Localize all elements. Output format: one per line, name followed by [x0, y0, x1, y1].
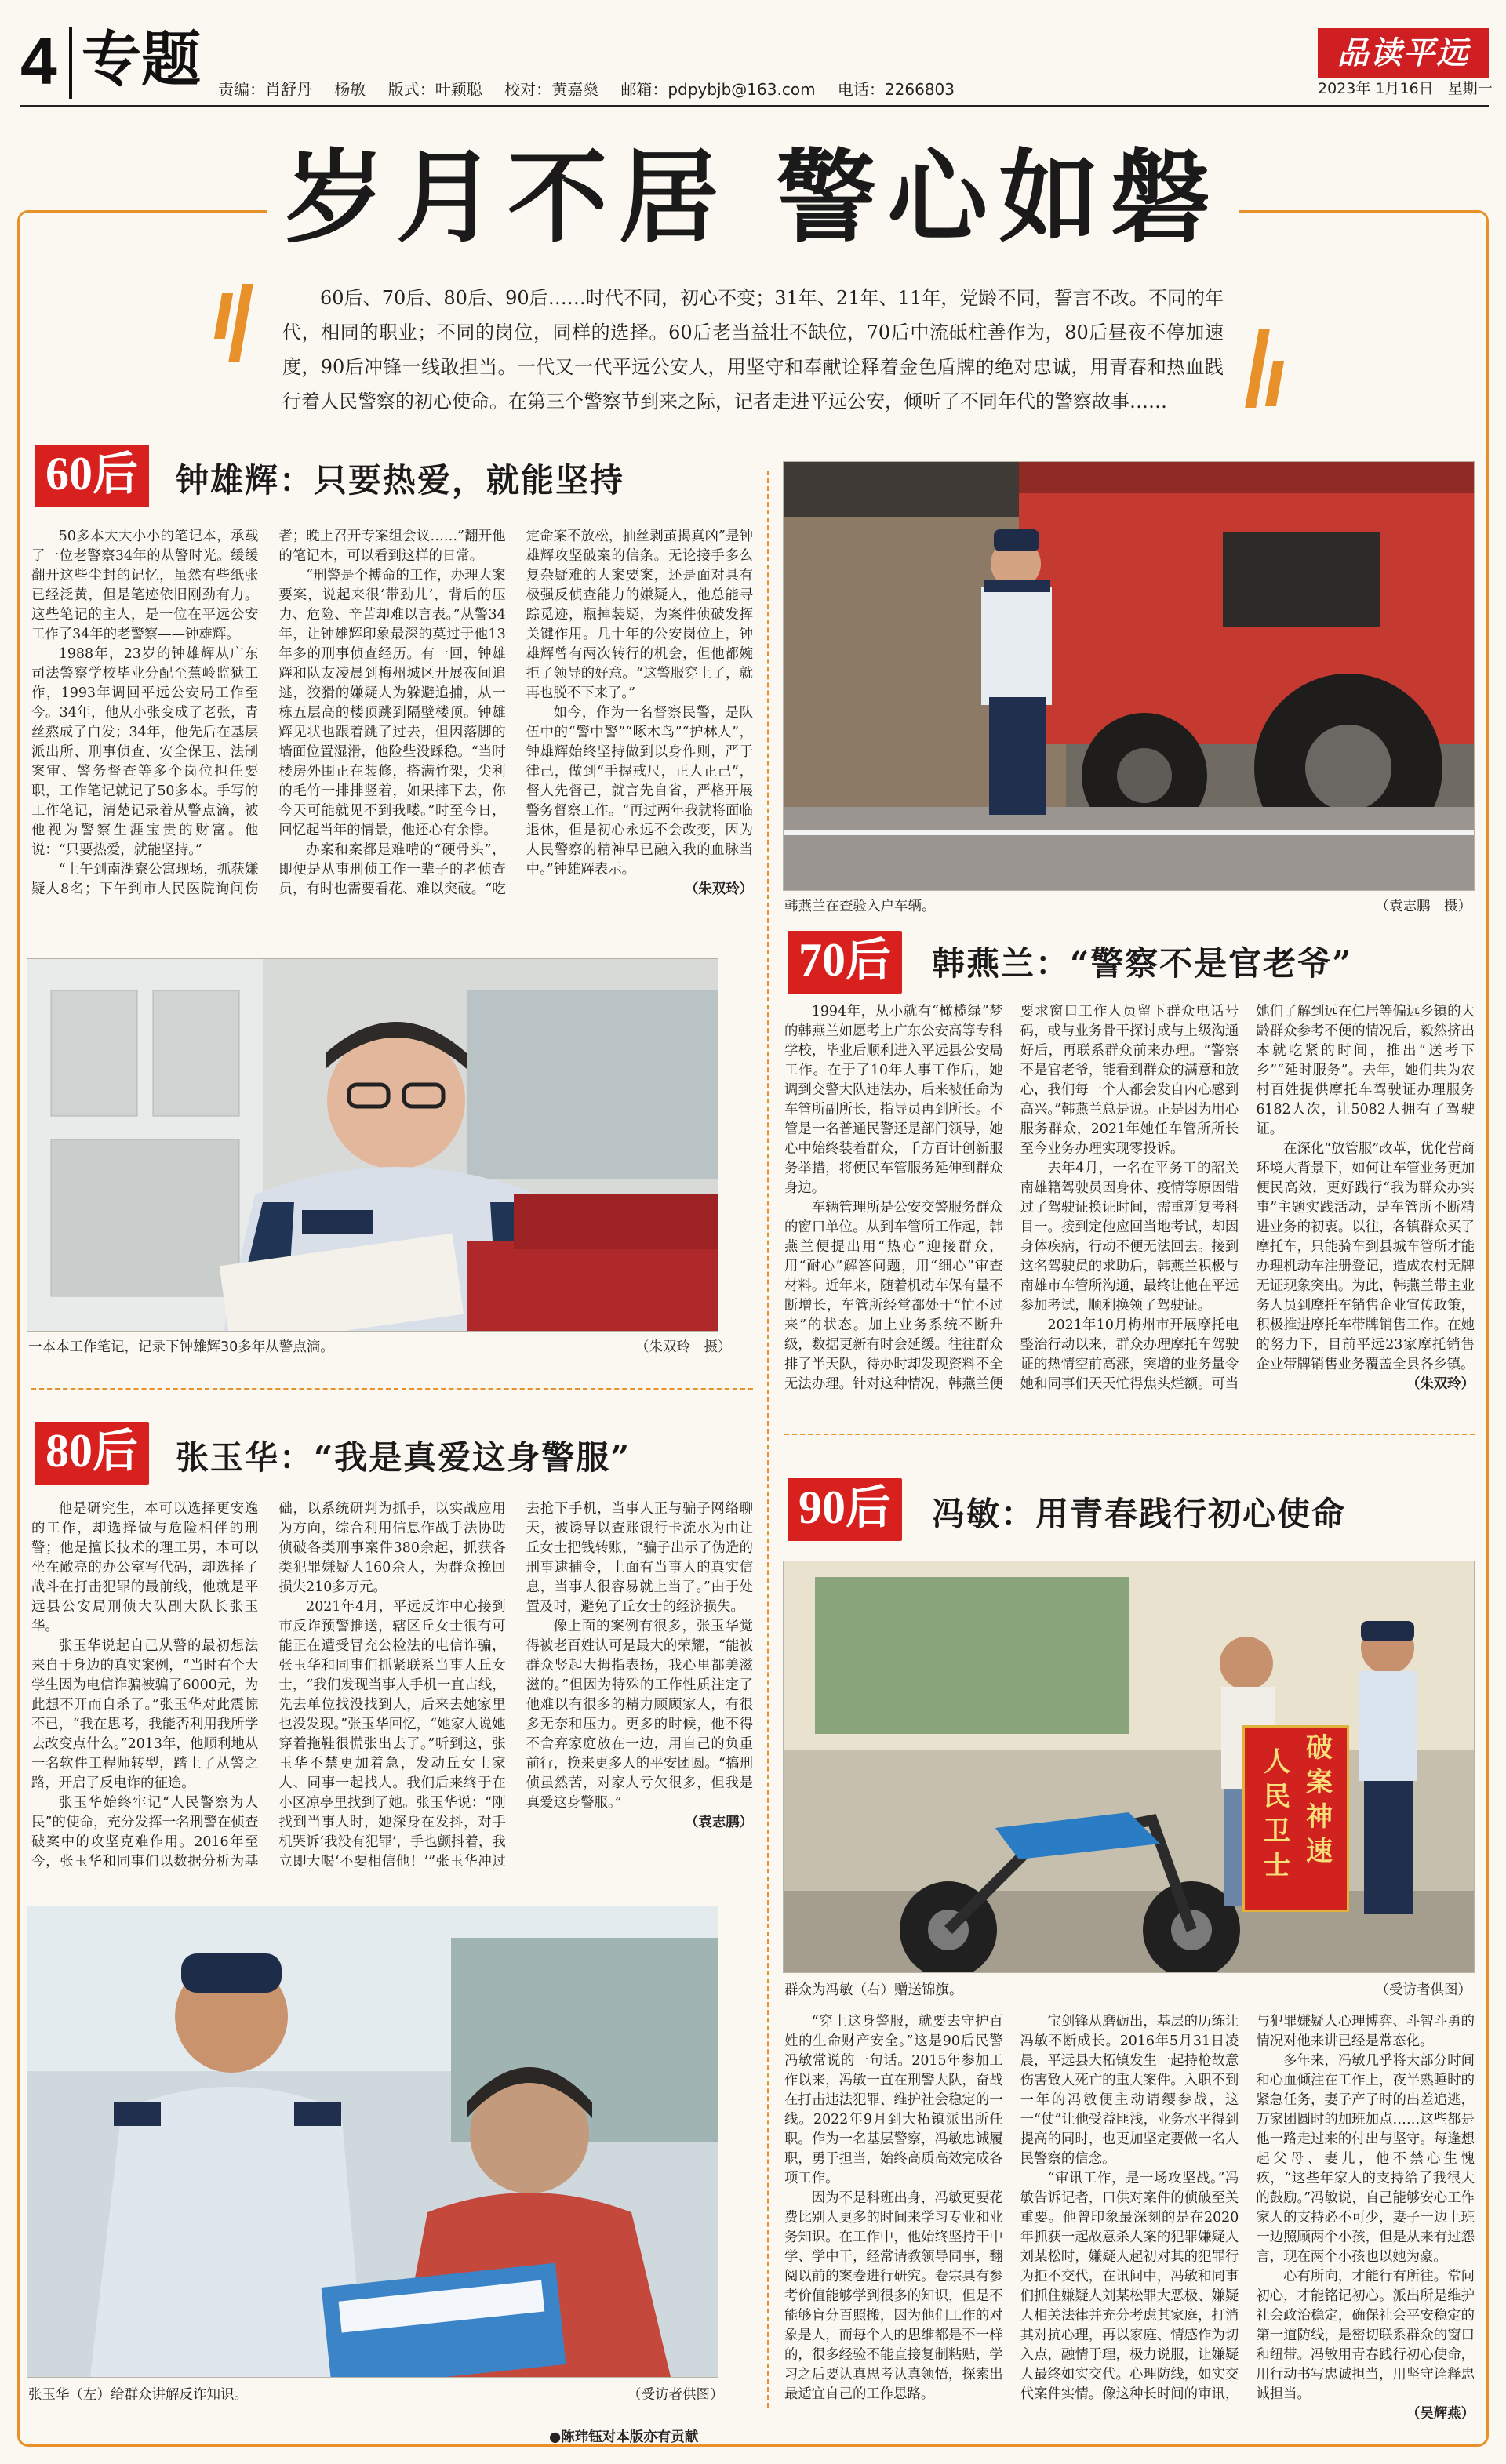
tag-number: 90: [798, 1481, 846, 1533]
tag-suffix: 后: [93, 1424, 139, 1477]
paragraph: “审讯工作，是一场攻坚战。”冯敏告诉记者，口供对案件的侦破至关重要。他曾印象最深刻的是在2020年抓获一起故意杀人案的犯罪嫌疑人刘某松时，嫌疑人起初对其的犯罪行为拒不交代，在讯问中，冯敏和同事们抓住嫌疑人刘某松罪大恶极、嫌疑人相关法律并充分考虑其家庭，打消其对抗心理，再以家庭、情感作为切入点，融情于理，极力说服，让嫌疑人最终如实交代。心理防线，如实交代案件实情。像这种长时间的审讯，与犯罪嫌疑人心理博弈、斗智斗勇的情况对他来讲已经是常态化。: [1020, 2014, 1475, 2402]
banner-char: 士: [1264, 1850, 1290, 1881]
tag-number: 70: [798, 934, 846, 986]
paragraph: 张玉华始终牢记“人民警察为人民”的使命，充分发挥一名刑警在侦查破案中的攻坚克难作用。2016年至今，张玉华和同事们以数据分析为基础，以系统研判为抓手，以实战应用为方向，综合利用信息作战手法协助侦破各类刑事案件380余起，抓获各类犯罪嫌疑人160余人，为群众挽回损失210多万元。: [31, 1501, 506, 1870]
paragraph: 1994年，从小就有“橄榄绿”梦的韩燕兰如愿考上广东公安高等专科学校，毕业后顺利进入平远县公安局工作。在于了10年人事工作后，她调到交警大队违法办，后来被任命为车管所副所长，指导员再到所长。不管是一名普通民警还是部门领导，她心中始终装着群众，千方百计创新服务举措，将便民车管服务延伸到群众身边。: [784, 1004, 1003, 1196]
paragraph: “穿上这身警服，就要去守护百姓的生命财产安全。”这是90后民警冯敏常说的一句话。2015年参加工作以来，冯敏一直在刑警大队，奋战在打击违法犯罪、维护社会稳定的一线。2022年9月到大柘镇派出所任职。作为一名基层警察，冯敏忠诚履职，勇于担当，始终高质高效完成各项工作。: [784, 2014, 1003, 2186]
photo-anti-fraud: [27, 1906, 718, 2378]
date: 2023年 1月16日: [1318, 80, 1434, 97]
footer-note: ●陈玮钰对本版亦有贡献: [549, 2429, 699, 2445]
credits-line: [218, 82, 972, 97]
banner-char: 案: [1306, 1767, 1333, 1798]
section-60-body: [31, 527, 753, 929]
paragraph: 办案和案都是难啃的“硬骨头”，即便是从事刑侦工作一辈子的老侦查员，有时也需要看花、难以突破。“吃定命案不放松，抽丝剥茧揭真凶”是钟雄辉攻坚破案的信条。无论接手多么复杂疑难的大案要案，还是面对具有极强反侦查能力的嫌疑人，他总能寻踪觅迹，瓶掉装疑，为案件侦破发挥关键作用。几十年的公安岗位上，钟雄辉曾有两次转行的机会，但他都婉拒了领导的好意。“这警服穿上了，就再也脱不下来了。”: [278, 529, 753, 897]
photo-caption: 韩燕兰在查验入户车辆。: [784, 899, 936, 914]
banner-char: 神: [1306, 1801, 1333, 1833]
main-title: 岁月不居 警心如磐: [284, 139, 1222, 256]
email: 邮箱：pdpybjb@163.com: [620, 80, 816, 99]
header-rule: [20, 105, 1489, 107]
paragraph: 50多本大大小小的笔记本，承载了一位老警察34年的从警时光。缓缓翻开这些尘封的记忆，虽然有些纸张已经泛黄，但是笔迹依旧刚劲有力。这些笔记的主人，是一位在平远公安工作了34年的老警察——钟雄辉。: [31, 529, 259, 642]
banner-char: 卫: [1264, 1815, 1290, 1847]
tag-suffix: 后: [846, 1481, 892, 1534]
banner-char: 速: [1306, 1836, 1333, 1867]
banner-col-right: [1300, 1731, 1339, 1869]
layout-credit: 版式：叶颖聪: [387, 80, 482, 99]
tag-number: 60: [45, 448, 93, 500]
section-70-body: [784, 1002, 1475, 1421]
tag-suffix: 后: [846, 933, 892, 987]
section-divider: [784, 1434, 1475, 1435]
photo-notebook: [27, 958, 718, 1332]
section-tag: [35, 445, 149, 507]
paragraph: 车辆管理所是公安交警服务群众的窗口单位。从到车管所工作起，韩燕兰便提出用“热心”迎接群众，用“耐心”解答问题，用“细心”审查材料。近年来，随着机动车保有量不断增长，车管所经常都处于“忙不过来”的状态。加上业务系统不断升级，数据更新有时会延缓。往往群众排了半天队，待办时却发现资料不全无法办理。针对这种情况，韩燕兰便要求窗口工作人员留下群众电话号码，或与业务骨干探讨成与上级沟通好后，再联系群众前来办理。“警察不是官老爷，能看到群众的满意和放心，我们每一个人都会发自内心感到高兴。”韩燕兰总是说。正是因为用心服务群众，2021年她任车管所所长至今业务办理实现零投诉。: [784, 1004, 1239, 1392]
section-60-header: [35, 447, 149, 500]
photo-credit: （朱双玲 摄）: [635, 1339, 732, 1355]
photo-caption: 一本本工作笔记，记录下钟雄辉30多年从警点滴。: [28, 1339, 334, 1355]
paragraph: 他是研究生，本可以选择更安逸的工作，却选择做与危险相伴的刑警；他是擅长技术的理工男，本可以坐在敞亮的办公室写代码，却选择了战斗在打击犯罪的最前线，他就是平远县公安局刑侦大队副大队长张玉华。: [31, 1501, 259, 1634]
weekday: 星期一: [1447, 80, 1493, 97]
column-divider: [767, 471, 769, 2408]
paragraph: 在深化“放管服”改革，优化营商环境大背景下，如何让车管业务更加便民高效，更好践行“我为群众办实事”主题实践活动，是车管所不断精进业务的初衷。以往，各镇群众买了摩托车，只能骑车到县城车管所才能办理机动车注册登记，造成农村无牌无证现象突出。为此，韩燕兰带主业务人员到摩托车销售企业宣传政策，积极推进摩托车带牌销售工作。在她的努力下，目前平远23家摩托销售企业带牌销售业务覆盖全县各乡镇。: [1256, 1141, 1475, 1372]
paragraph: 多年来，冯敏几乎将大部分时间和心血倾注在工作上，夜半熟睡时的紧急任务，妻子产子时的出差追逃，万家团圆时的加班加点……这些都是他一路走过来的付出与坚守。每逢想起父母、妻儿，他不禁心生愧疚，“这些年家人的支持给了我很大的鼓励。”冯敏说，自己能够安心工作家人的支持必不可少，妻子一边上班一边照顾两个小孩，但是从来有过怨言，现在两个小孩也以她为豪。: [1256, 2053, 1475, 2265]
section-70-header: [788, 933, 902, 987]
photo-credit: （受访者供图）: [628, 2387, 724, 2403]
banner-char: 破: [1306, 1732, 1333, 1764]
honor-banner: [1242, 1725, 1349, 1912]
section-divider: [31, 1388, 753, 1390]
paragraph: 如今，作为一名督察民警，是队伍中的“警中警”“啄木鸟”“护林人”，钟雄辉始终坚持做到以身作则，严于律己，做到“手握戒尺，正人正己”，督人先督己，就言先自省，严格开展警务督察工作。“再过两年我就将面临退休，但是初心永远不会改变，因为人民警察的精神早已融入我的血脉当中。”钟雄辉表示。: [526, 705, 753, 878]
section-80-title: 张玉华：“我是真爱这身警服”: [176, 1438, 631, 1477]
tag-number: 80: [45, 1425, 93, 1477]
section-70-title: 韩燕兰：“警察不是官老爷”: [932, 944, 1353, 983]
banner-char: 人: [1264, 1746, 1290, 1778]
page-number: 4: [20, 24, 57, 98]
paragraph: 因为不是科班出身，冯敏更要花费比别人更多的时间来学习专业和业务知识。在工作中，他始终坚持干中学、学中干，经常请教领导同事，翻阅以前的案卷进行研究。卷宗具有参考价值能够学到很多的知识，但是不能够盲分百照搬，因为他们工作的对象是人，而每个人的思维都是不一样的，很多经验不能直接复制粘贴，学习之后要认真思考认真领悟，探索出最适宜自己的工作思路。: [784, 2190, 1003, 2402]
proof-credit: 校对：黄嘉燊: [504, 80, 599, 99]
byline: （朱双玲）: [685, 881, 753, 897]
paragraph: 2021年4月，平远反诈中心接到市反诈预警推送，辖区丘女士很有可能正在遭受冒充公检法的电信诈骗，张玉华和同事们抓紧联系当事人丘女士，“我们发现当事人手机一直占线，先去单位找没找到人，后来去她家里也没发现。”张玉华回忆，“她家人说她穿着拖鞋很慌张出去了。”听到这，张玉华不禁更加着急，发动丘女士家人、同事一起找人。我们后来终于在小区凉亭里找到了她。张玉华说：“刚找到当事人时，她深身在发抖，对手机哭诉‘我没有犯罪’，手也颤抖着，我立即大喝‘不要相信他！’”张玉华冲过去抢下手机，当事人正与骗子网络聊天，被诱导以查账银行卡流水为由让丘女士把钱转账，“骗子出示了伪造的刑事逮捕令，上面有当事人的真实信息，当事人很容易就上当了。”由于处置及时，避免了丘女士的经济损失。: [278, 1501, 753, 1870]
paragraph: 宝剑锋从磨砺出，基层的历练让冯敏不断成长。2016年5月31日凌晨，平远县大柘镇发生一起持枪故意伤害致人死亡的重大案件。入职不到一年的冯敏便主动请缨参战，这一“仗”让他受益匪浅，业务水平得到提高的同时，也更加坚定要做一名人民警察的信念。: [1020, 2014, 1239, 2167]
section-80-header: [35, 1424, 149, 1477]
photo-credit: （袁志鹏 摄）: [1375, 899, 1471, 914]
section-90-header: [788, 1481, 902, 1534]
editor2: 杨敏: [334, 80, 366, 99]
byline: （袁志鹏）: [685, 1815, 753, 1830]
banner-char: 民: [1264, 1781, 1290, 1812]
paragraph: 2021年10月梅州市开展摩托电整治行动以来，群众办理摩托车驾驶证的热情空前高涨，突增的业务量令她和同事们天天忙得焦头烂额。可当她们了解到远在仁居等偏远乡镇的大龄群众参考不便的情况后，毅然挤出本就吃紧的时间，推出“送考下乡”“延时服务”。去年，她们共为农村百姓提供摩托车驾驶证办理服务6182人次，让5082人拥有了驾驶证。: [1020, 1004, 1475, 1392]
paragraph: “上午到南湖寮公寓现场，抓获嫌疑人8名；下午到市人民医院询问伤者；晚上召开专案组会议……”翻开他的笔记本，可以看到这样的日常。: [31, 529, 506, 897]
tag-suffix: 后: [93, 447, 139, 500]
section-60-title: 钟雄辉：只要热爱，就能坚持: [176, 461, 625, 500]
editor: 责编：肖舒丹: [218, 80, 312, 99]
section-name: 专题: [82, 24, 201, 94]
section-tag: [788, 1478, 902, 1541]
paragraph: 心有所向，才能行有所往。常问初心，才能铭记初心。派出所是维护社会政治稳定，确保社会平安稳定的第一道防线，是密切联系群众的窗口和纽带。冯敏用青春践行初心使命，用行动书写忠诚担当，用坚守诠释忠诚担当。: [1256, 2269, 1475, 2402]
paragraph: 张玉华说起自己从警的最初想法来自于身边的真实案例，“当时有个大学生因为电信诈骗被骗了6000元，为此想不开而自杀了。”张玉华对此震惊不已，“我在思考，我能否利用我所学去改变点什么。”2013年，他顺利地从一名软件工程师转型，踏上了从警之路，开启了反电诈的征途。: [31, 1638, 259, 1791]
photo-truck: [783, 461, 1475, 891]
newspaper-logo: 品读平远: [1318, 28, 1489, 78]
section-90-title: 冯敏：用青春践行初心使命: [932, 1495, 1347, 1533]
byline: （吴辉燕）: [1406, 2406, 1475, 2422]
photo-caption: 张玉华（左）给群众讲解反诈知识。: [28, 2387, 248, 2403]
date-line: [1318, 82, 1493, 96]
byline: （朱双玲）: [1406, 1376, 1475, 1392]
phone: 电话：2266803: [837, 80, 955, 99]
section-90-body: [784, 2012, 1475, 2428]
section-80-body: [31, 1499, 753, 1893]
paragraph: “刑警是个搏命的工作，办理大案要案，说起来很‘带劲儿’，背后的压力、危险、辛苦却难以言表。”从警34年，让钟雄辉印象最深的莫过于他13年多的刑事侦查经历。有一回，钟雄辉和队友凌晨到梅州城区开展夜间追逃，狡猾的嫌疑人为躲避追捕，从一栋五层高的楼顶跳到隔壁楼顶。钟雄辉见状也跟着跳了过去，但因落脚的墙面位置湿滑，他险些没踩稳。“当时楼房外围正在装修，搭满竹架，尖利的毛竹一排排竖着，如果摔下去，你今天可能就见不到我喽。”时至今日，回忆起当年的情景，他还心有余悸。: [278, 568, 506, 838]
section-tag: [35, 1422, 149, 1485]
section-tag: [788, 931, 902, 994]
intro-paragraph: 60后、70后、80后、90后……时代不同，初心不变；31年、21年、11年，党龄不同，誓言不改。不同的年代，相同的职业；不同的岗位，同样的选择。60后老当益壮不缺位，70后中流砥柱善作为，80后昼夜不停加速度，90后冲锋一线敢担当。一代又一代平远公安人，用坚守和奉献诠释着金色盾牌的绝对忠诚，用青春和热血践行着人民警察的初心使命。在第三个警察节到来之际，记者走进平远公安，倾听了不同年代的警察故事……: [282, 287, 1224, 412]
paragraph: 像上面的案例有很多，张玉华觉得被老百姓认可是最大的荣耀，“能被群众竖起大拇指表扬，我心里都美滋滋的。”但因为特殊的工作性质注定了他难以有很多的精力顾顾家人，有很多无奈和压力。更多的时候，他不得不舍弃家庭放在一边，用自己的负重前行，换来更多人的平安团圆。“搞刑侦虽然苦，对家人亏欠很多，但我是真爱这身警服。”: [526, 1619, 753, 1811]
photo-credit: （受访者供图）: [1375, 1982, 1471, 1998]
paragraph: 去年4月，一名在平务工的韶关南雄籍驾驶员因身体、疫情等原因错过了驾驶证换证时间，需重新复考科目一。接到定他应回当地考试，却因身体疾病，行动不便无法回去。接到这名驾驶员的求助后，韩燕兰积极与南雄市车管所沟通，最终让他在平远参加考试，顺利换领了驾驶证。: [1020, 1161, 1239, 1314]
photo-banner: [783, 1561, 1475, 1973]
photo-caption: 群众为冯敏（右）赠送锦旗。: [784, 1982, 963, 1998]
header-divider: [69, 27, 72, 99]
paragraph: 1988年，23岁的钟雄辉从广东司法警察学校毕业分配至蕉岭监狱工作，1993年调回平远公安局工作至今。34年，他从小张变成了老张，青丝熬成了白发；34年，他先后在基层派出所、刑事侦查、安全保卫、法制案审、警务督查等多个岗位担任要职，工作笔记就记了50多本。手写的工作笔记，清楚记录着从警点滴，被他视为警察生涯宝贵的财富。他说：“只要热爱，就能坚持。”: [31, 646, 259, 858]
banner-col-left: [1257, 1745, 1297, 1883]
